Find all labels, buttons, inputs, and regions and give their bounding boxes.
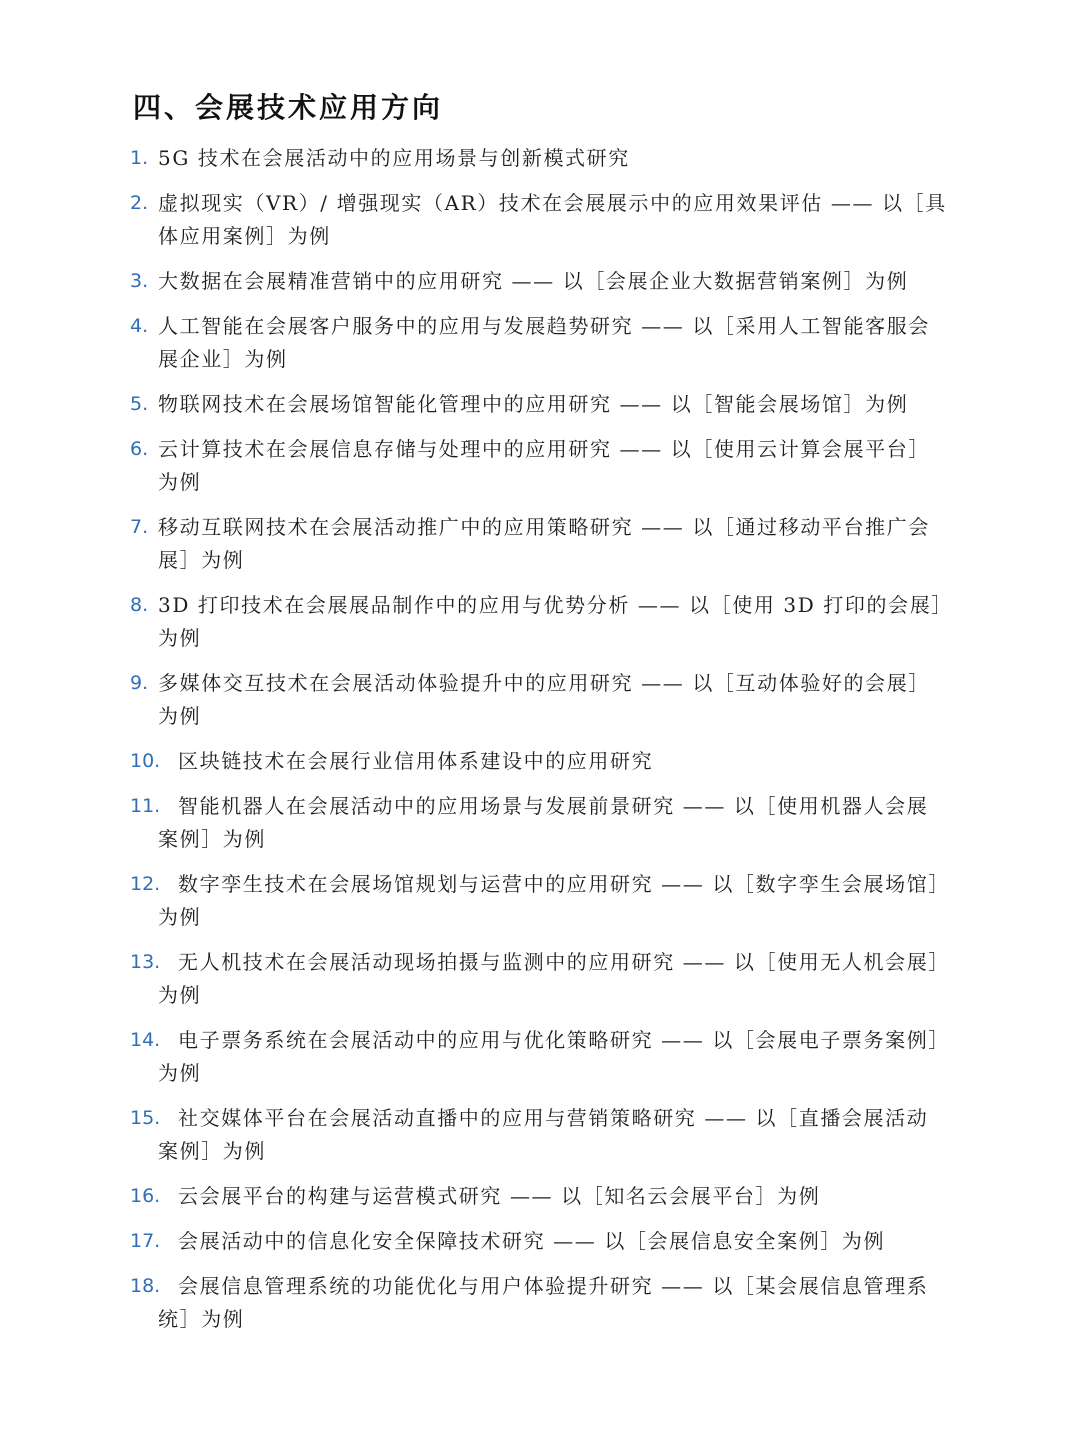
list-item [130, 142, 950, 175]
list-item [130, 946, 950, 1012]
item-text-continued: 统］为例 [158, 1307, 245, 1331]
item-text-continued: 展］为例 [158, 548, 245, 572]
item-number: 5. [130, 393, 149, 415]
item-text: 无人机技术在会展活动现场拍摄与监测中的应用研究 —— 以［使用无人机会展］ [178, 950, 950, 974]
item-text: 多媒体交互技术在会展活动体验提升中的应用研究 —— 以［互动体验好的会展］ [158, 671, 930, 695]
list-item [130, 1180, 950, 1213]
item-number: 10. [130, 750, 161, 772]
list-item [130, 388, 950, 421]
list-item [130, 790, 950, 856]
item-number: 16. [130, 1185, 161, 1207]
item-text: 智能机器人在会展活动中的应用场景与发展前景研究 —— 以［使用机器人会展 [178, 794, 929, 818]
list-item [130, 1270, 950, 1336]
list-item [130, 1225, 950, 1258]
item-number: 3. [130, 270, 149, 292]
list-item [130, 433, 950, 499]
list-item [130, 667, 950, 733]
item-text-continued: 为例 [158, 704, 202, 728]
item-text: 移动互联网技术在会展活动推广中的应用策略研究 —— 以［通过移动平台推广会 [158, 515, 930, 539]
item-text-continued: 展企业］为例 [158, 347, 288, 371]
item-text: 云计算技术在会展信息存储与处理中的应用研究 —— 以［使用云计算会展平台］ [158, 437, 930, 461]
item-text: 数字孪生技术在会展场馆规划与运营中的应用研究 —— 以［数字孪生会展场馆］ [178, 872, 950, 896]
item-text-continued: 为例 [158, 1061, 202, 1085]
item-number: 7. [130, 516, 149, 538]
item-number: 15. [130, 1107, 161, 1129]
item-text: 会展活动中的信息化安全保障技术研究 —— 以［会展信息安全案例］为例 [178, 1229, 886, 1253]
item-text-continued: 为例 [158, 983, 202, 1007]
item-text: 3D 打印技术在会展展品制作中的应用与优势分析 —— 以［使用 3D 打印的会展］ [158, 593, 953, 617]
list-item [130, 265, 950, 298]
list-item [130, 589, 953, 655]
list-item [130, 1102, 950, 1168]
item-number: 17. [130, 1230, 161, 1252]
item-number: 9. [130, 672, 149, 694]
item-text: 人工智能在会展客户服务中的应用与发展趋势研究 —— 以［采用人工智能客服会 [158, 314, 930, 338]
item-number: 18. [130, 1275, 161, 1297]
section-title: 四、会展技术应用方向 [133, 91, 444, 124]
item-text-continued: 案例］为例 [158, 1139, 266, 1163]
item-text: 大数据在会展精准营销中的应用研究 —— 以［会展企业大数据营销案例］为例 [158, 269, 909, 293]
item-text: 电子票务系统在会展活动中的应用与优化策略研究 —— 以［会展电子票务案例］ [178, 1028, 950, 1052]
item-number: 11. [130, 795, 161, 817]
list-item [130, 511, 950, 577]
item-number: 4. [130, 315, 149, 337]
item-text-continued: 为例 [158, 626, 202, 650]
list-item [130, 310, 950, 376]
item-number: 6. [130, 438, 149, 460]
item-text-continued: 案例］为例 [158, 827, 266, 851]
item-text-continued: 为例 [158, 905, 202, 929]
item-number: 12. [130, 873, 161, 895]
item-text: 社交媒体平台在会展活动直播中的应用与营销策略研究 —— 以［直播会展活动 [178, 1106, 929, 1130]
list-item [130, 187, 950, 253]
item-text-continued: 体应用案例］为例 [158, 224, 331, 248]
item-number: 13. [130, 951, 161, 973]
topic-list [130, 142, 953, 1348]
list-item [130, 1024, 950, 1090]
item-number: 8. [130, 594, 149, 616]
item-text: 物联网技术在会展场馆智能化管理中的应用研究 —— 以［智能会展场馆］为例 [158, 392, 909, 416]
item-text-continued: 为例 [158, 470, 202, 494]
item-number: 2. [130, 192, 149, 214]
item-text: 5G 技术在会展活动中的应用场景与创新模式研究 [158, 146, 630, 170]
list-item [130, 868, 950, 934]
item-text: 区块链技术在会展行业信用体系建设中的应用研究 [178, 749, 654, 773]
item-text: 云会展平台的构建与运营模式研究 —— 以［知名云会展平台］为例 [178, 1184, 821, 1208]
item-number: 1. [130, 147, 149, 169]
item-text: 会展信息管理系统的功能优化与用户体验提升研究 —— 以［某会展信息管理系 [178, 1274, 929, 1298]
item-number: 14. [130, 1029, 161, 1051]
list-item [130, 745, 950, 778]
item-text: 虚拟现实（VR）/ 增强现实（AR）技术在会展展示中的应用效果评估 —— 以［具 [158, 191, 947, 215]
